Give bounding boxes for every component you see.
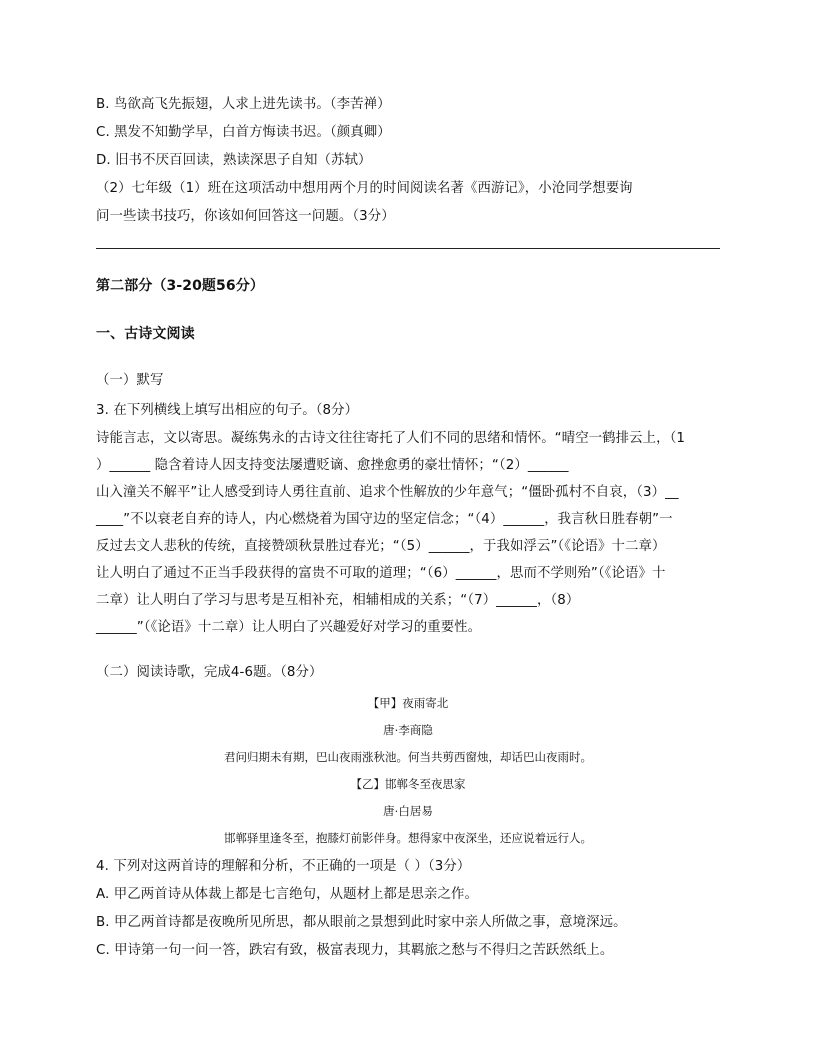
question-4-option-b: B. 甲乙两首诗都是夜晚所见所思，都从眼前之景想到此时家中亲人所做之事，意境深远。: [96, 915, 627, 930]
question-3-line-2: ）______ 隐含着诗人因支持变法屡遭贬谪、愈挫愈勇的豪壮情怀；“（2）______: [96, 458, 569, 473]
section-title: 一、古诗文阅读: [96, 326, 195, 342]
poem-a-title: 【甲】夜雨寄北: [367, 696, 449, 710]
question-3-line-7: 二章）让人明白了学习与思考是互相补充，相辅相成的关系；“（7）______，（8）: [96, 593, 580, 608]
subsection-dictation: （一）默写: [96, 373, 164, 388]
option-c: C. 黑发不知勤学早，白首方悔读书迟。（颜真卿）: [96, 125, 391, 140]
part-title: 第二部分（3-20题56分）: [96, 278, 264, 294]
question-3-line-4: ____”不以衰老自弃的诗人，内心燃烧着为国守边的坚定信念；“（4）______，我言秋日胜春朝”一: [96, 512, 673, 527]
subsection-poetry: （二）阅读诗歌，完成4-6题。（8分）: [96, 665, 323, 680]
poem-b-author: 唐·白居易: [383, 804, 433, 818]
question-4-option-c: C. 甲诗第一句一问一答，跌宕有致，极富表现力，其羁旅之愁与不得归之苦跃然纸上。: [96, 943, 614, 958]
option-b: B. 鸟欲高飞先振翅，人求上进先读书。（李苦禅）: [96, 97, 391, 112]
option-d: D. 旧书不厌百回读，熟读深思子自知（苏轼）: [96, 153, 372, 168]
poem-a-author: 唐·李商隐: [383, 723, 433, 737]
question-4-title: 4. 下列对这两首诗的理解和分析，不正确的一项是（ ）（3分）: [96, 859, 471, 874]
question-3-line-8: ______”（《论语》十二章）让人明白了兴趣爱好对学习的重要性。: [96, 620, 482, 635]
poem-a-text: 君问归期未有期，巴山夜雨涨秋池。何当共剪西窗烛，却话巴山夜雨时。: [224, 750, 592, 764]
section-divider: [96, 248, 720, 249]
question-4-option-a: A. 甲乙两首诗从体裁上都是七言绝句，从题材上都是思亲之作。: [96, 887, 478, 902]
question-3-line-1: 诗能言志，文以寄思。凝练隽永的古诗文往往寄托了人们不同的思绪和情怀。“晴空一鹤排云上，（1: [96, 431, 686, 446]
question-3-title: 3. 在下列横线上填写出相应的句子。（8分）: [96, 403, 359, 418]
question-3-line-5: 反过去文人悲秋的传统，直接赞颂秋景胜过春光；“（5）______，于我如浮云”（《论语》十二章）: [96, 539, 666, 554]
question-2-line-1: （2）七年级（1）班在这项活动中想用两个月的时间阅读名著《西游记》，小沧同学想要询: [96, 181, 633, 196]
poem-b-text: 邯郸驿里逢冬至，抱膝灯前影伴身。想得家中夜深坐，还应说着远行人。: [224, 831, 592, 845]
question-3-line-3: 山入潼关不解平”让人感受到诗人勇往直前、追求个性解放的少年意气；“僵卧孤村不自哀，（3）__: [96, 485, 679, 500]
question-3-line-6: 让人明白了通过不正当手段获得的富贵不可取的道理；“（6）______，思而不学则殆”（《论语》十: [96, 566, 666, 581]
question-2-line-2: 问一些读书技巧，你该如何回答这一问题。（3分）: [96, 209, 395, 224]
poem-b-title: 【乙】邯郸冬至夜思家: [350, 777, 466, 791]
